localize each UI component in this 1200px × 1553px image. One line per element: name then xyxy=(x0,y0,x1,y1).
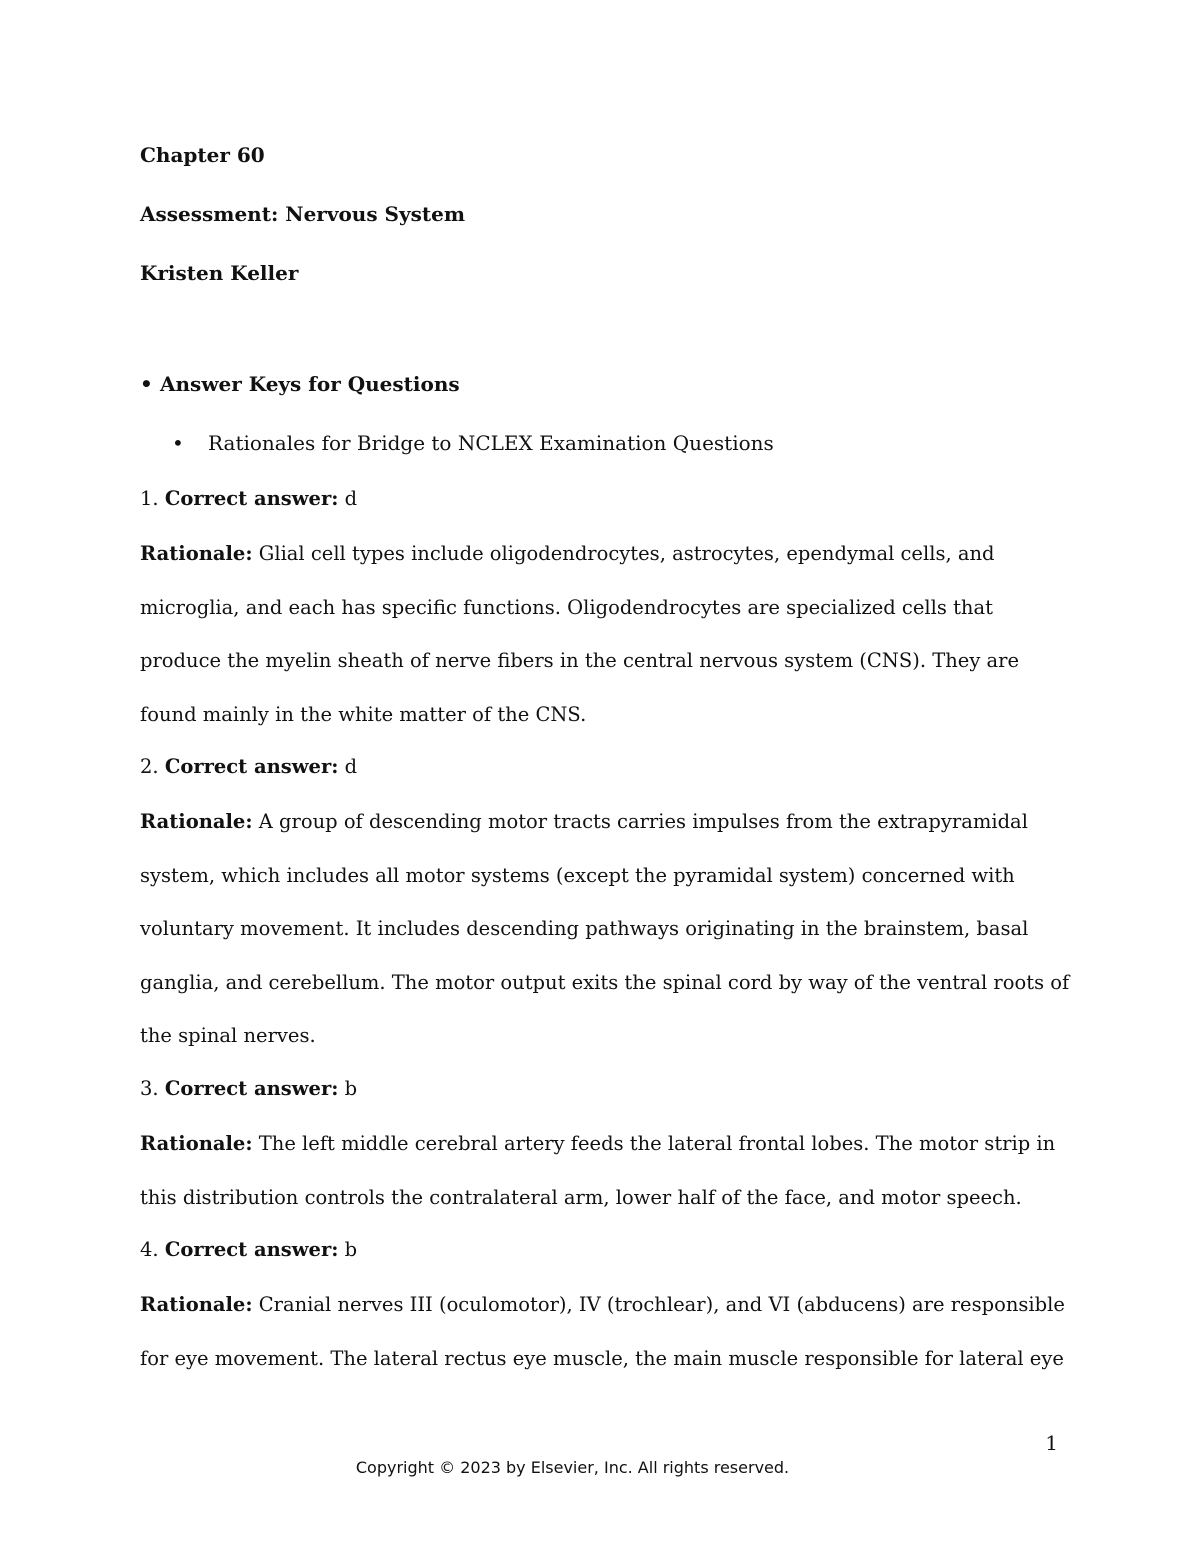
question-number: 1. xyxy=(140,487,159,510)
question-4-answer xyxy=(140,1238,357,1261)
bullet-icon: • xyxy=(172,431,184,455)
author-name: Kristen Keller xyxy=(140,261,299,285)
question-1-rationale xyxy=(140,527,1070,741)
answer-value: d xyxy=(344,487,358,510)
rationale-text: The left middle cerebral artery feeds the lateral frontal lobes. The motor strip in this distribution controls the contralateral arm, lower half of the face, and motor speech. xyxy=(140,1132,1056,1209)
rationale-text: Glial cell types include oligodendrocytes, astrocytes, ependymal cells, and microglia, and each has specific functions. Oligodendrocytes are specialized cells that produce the myelin sheath of nerve fibers in the central nervous system (CNS). They are found mainly in the white matter of the CNS. xyxy=(140,542,1020,726)
rationale-text: Cranial nerves III (oculomotor), IV (trochlear), and VI (abducens) are responsible for eye movement. The lateral rectus eye muscle, the main muscle responsible for lateral eye xyxy=(140,1293,1065,1370)
answer-label: Correct answer: xyxy=(164,755,339,778)
chapter-heading: Chapter 60 xyxy=(140,143,265,167)
answer-value: b xyxy=(344,1077,358,1100)
question-number: 3. xyxy=(140,1077,159,1100)
copyright-footer: Copyright © 2023 by Elsevier, Inc. All rights reserved. xyxy=(355,1458,790,1477)
question-3-answer xyxy=(140,1077,357,1100)
outline-level2-label: Rationales for Bridge to NCLEX Examination Questions xyxy=(208,431,774,455)
answer-label: Correct answer: xyxy=(164,1077,339,1100)
answer-label: Correct answer: xyxy=(164,1238,339,1261)
question-2-answer xyxy=(140,755,357,778)
answer-value: d xyxy=(344,755,358,778)
outline-level2-item xyxy=(172,431,774,455)
document-title: Assessment: Nervous System xyxy=(140,202,466,226)
question-2-rationale xyxy=(140,795,1070,1063)
question-3-rationale xyxy=(140,1117,1070,1224)
rationale-label: Rationale: xyxy=(140,1293,253,1316)
outline-level1-item xyxy=(140,372,460,396)
question-number: 2. xyxy=(140,755,159,778)
question-4-rationale xyxy=(140,1278,1070,1385)
rationale-label: Rationale: xyxy=(140,542,253,565)
rationale-text: A group of descending motor tracts carries impulses from the extrapyramidal system, which includes all motor systems (except the pyramidal system) concerned with voluntary movement. It includes descending pathways originating in the brainstem, basal ganglia, and cerebellum. The motor output exits the spinal cord by way of the ventral roots of the spinal nerves. xyxy=(140,810,1070,1047)
outline-level1-label: Answer Keys for Questions xyxy=(160,372,460,396)
answer-value: b xyxy=(344,1238,358,1261)
question-number: 4. xyxy=(140,1238,159,1261)
bullet-icon: • xyxy=(140,372,153,396)
page-number: 1 xyxy=(1045,1431,1058,1455)
answer-label: Correct answer: xyxy=(164,487,339,510)
rationale-label: Rationale: xyxy=(140,810,253,833)
rationale-label: Rationale: xyxy=(140,1132,253,1155)
question-1-answer xyxy=(140,487,357,510)
